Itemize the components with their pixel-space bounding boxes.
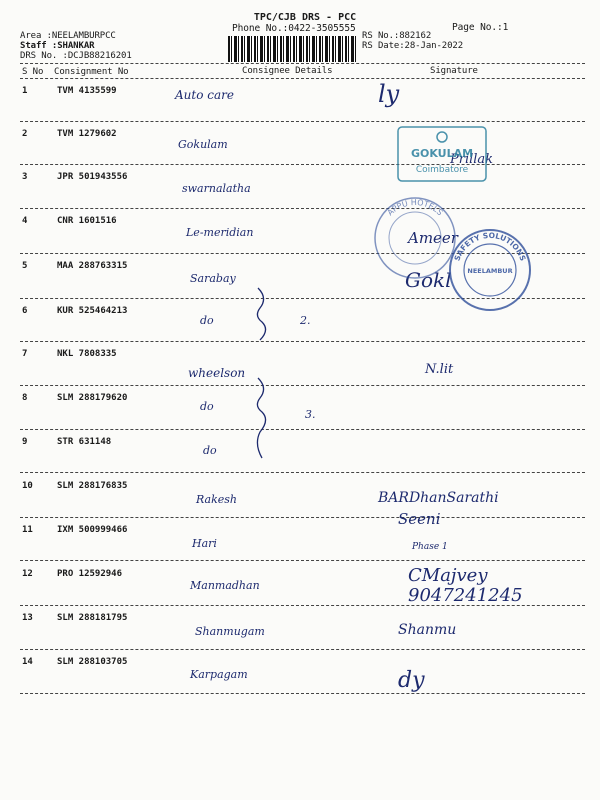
row-sno: 12 bbox=[22, 569, 33, 579]
row-signature: dy bbox=[398, 668, 425, 693]
row-consignee: do bbox=[200, 314, 214, 327]
phone-number: Phone No.:0422-3505555 bbox=[232, 23, 356, 34]
row-divider bbox=[20, 649, 585, 650]
row-consignee: do bbox=[200, 400, 214, 413]
row-sno: 10 bbox=[22, 481, 33, 491]
gokulam-stamp bbox=[396, 125, 488, 183]
page-number: Page No.:1 bbox=[452, 22, 509, 33]
row-consignee: Sarabay bbox=[190, 272, 236, 285]
row-consignee: do bbox=[203, 444, 217, 457]
sheet-title: TPC/CJB DRS - PCC bbox=[253, 12, 357, 23]
safety-solutions-stamp bbox=[446, 226, 534, 314]
row-consignment: SLM 288179620 bbox=[57, 393, 128, 403]
row-sno: 2 bbox=[22, 129, 28, 139]
svg-text:APPU HOTELS: APPU HOTELS bbox=[385, 197, 445, 218]
svg-text:Coimbatore: Coimbatore bbox=[415, 165, 469, 175]
row-signature: ly bbox=[378, 80, 400, 108]
row-consignee: Shanmugam bbox=[195, 625, 265, 638]
col-consignment: Consignment No bbox=[54, 67, 129, 77]
row-consignee: Gokulam bbox=[178, 138, 228, 151]
row-sno: 9 bbox=[22, 437, 28, 447]
rs-number: RS No.:882162 bbox=[362, 31, 432, 41]
row-divider bbox=[20, 208, 585, 209]
group-count-mark: 2. bbox=[300, 314, 311, 327]
row-sno: 3 bbox=[22, 172, 28, 182]
row-sno: 14 bbox=[22, 657, 33, 667]
row-sno: 8 bbox=[22, 393, 28, 403]
row-signature: Seeni bbox=[398, 510, 441, 528]
col-signature: Signature bbox=[430, 66, 478, 76]
row-consignee: Karpagam bbox=[190, 668, 248, 681]
row-consignment: SLM 288181795 bbox=[57, 613, 128, 623]
row-divider bbox=[20, 472, 585, 473]
row-sno: 1 bbox=[22, 86, 28, 96]
row-signature: Shanmu bbox=[398, 622, 457, 638]
row-consignment: KUR 525464213 bbox=[57, 306, 128, 316]
row-sno: 4 bbox=[22, 216, 28, 226]
area-label: Area :NEELAMBURPCC bbox=[20, 31, 116, 41]
row-consignee: wheelson bbox=[188, 366, 246, 380]
row-divider bbox=[20, 560, 585, 561]
row-sno: 13 bbox=[22, 613, 33, 623]
row-consignment: CNR 1601516 bbox=[57, 216, 117, 226]
barcode bbox=[228, 36, 356, 62]
svg-text:GOKULAM: GOKULAM bbox=[410, 147, 474, 160]
row-signature: Prillak bbox=[450, 152, 494, 167]
row-sno: 7 bbox=[22, 349, 28, 359]
row-consignee: Hari bbox=[192, 537, 217, 550]
row-divider bbox=[20, 517, 585, 518]
row-signature: CMajvey 9047241245 bbox=[408, 565, 523, 606]
col-consignee: Consignee Details bbox=[242, 66, 333, 76]
row-signature: N.lit bbox=[425, 362, 454, 377]
row-divider bbox=[20, 385, 585, 386]
drs-number: DRS No. :DCJB88216201 bbox=[20, 51, 132, 61]
col-sno: S No bbox=[22, 67, 44, 77]
row-consignment: SLM 288103705 bbox=[57, 657, 128, 667]
row-consignee: Manmadhan bbox=[190, 579, 260, 592]
row-consignment: JPR 501943556 bbox=[57, 172, 128, 182]
row-consignee: swarnalatha bbox=[182, 182, 251, 195]
header-divider-top bbox=[20, 63, 585, 64]
row-signature: Ameer bbox=[408, 229, 458, 247]
row-divider bbox=[20, 605, 585, 606]
handwritten-note: Phase 1 bbox=[412, 542, 448, 552]
row-consignment: TVM 4135599 bbox=[57, 86, 117, 96]
row-consignment: NKL 7808335 bbox=[57, 349, 117, 359]
row-sno: 11 bbox=[22, 525, 33, 535]
row-signature: Gokl bbox=[405, 268, 452, 292]
staff-label: Staff :SHANKAR bbox=[20, 41, 95, 51]
rs-date: RS Date:28-Jan-2022 bbox=[362, 41, 464, 51]
row-sno: 6 bbox=[22, 306, 28, 316]
row-sno: 5 bbox=[22, 261, 28, 271]
row-consignment: MAA 288763315 bbox=[57, 261, 128, 271]
row-consignment: PRO 12592946 bbox=[57, 569, 123, 579]
svg-text:NEELAMBUR: NEELAMBUR bbox=[467, 267, 513, 275]
handwritten-brackets bbox=[250, 286, 280, 466]
row-consignment: IXM 500999466 bbox=[57, 525, 128, 535]
header-divider-bottom bbox=[20, 78, 585, 79]
row-consignment: TVM 1279602 bbox=[57, 129, 117, 139]
svg-text:SAFETY SOLUTIONS: SAFETY SOLUTIONS bbox=[452, 230, 528, 263]
row-divider bbox=[20, 429, 585, 430]
row-signature: BARDhanSarathi bbox=[378, 490, 499, 506]
row-divider bbox=[20, 341, 585, 342]
row-divider bbox=[20, 693, 585, 694]
row-consignee: Le-meridian bbox=[186, 226, 254, 239]
group-count-mark: 3. bbox=[305, 408, 316, 421]
row-consignee: Rakesh bbox=[196, 493, 237, 506]
row-divider bbox=[20, 164, 585, 165]
row-divider bbox=[20, 121, 585, 122]
row-consignment: STR 631148 bbox=[57, 437, 112, 447]
row-consignee: Auto care bbox=[175, 88, 234, 102]
row-consignment: SLM 288176835 bbox=[57, 481, 128, 491]
